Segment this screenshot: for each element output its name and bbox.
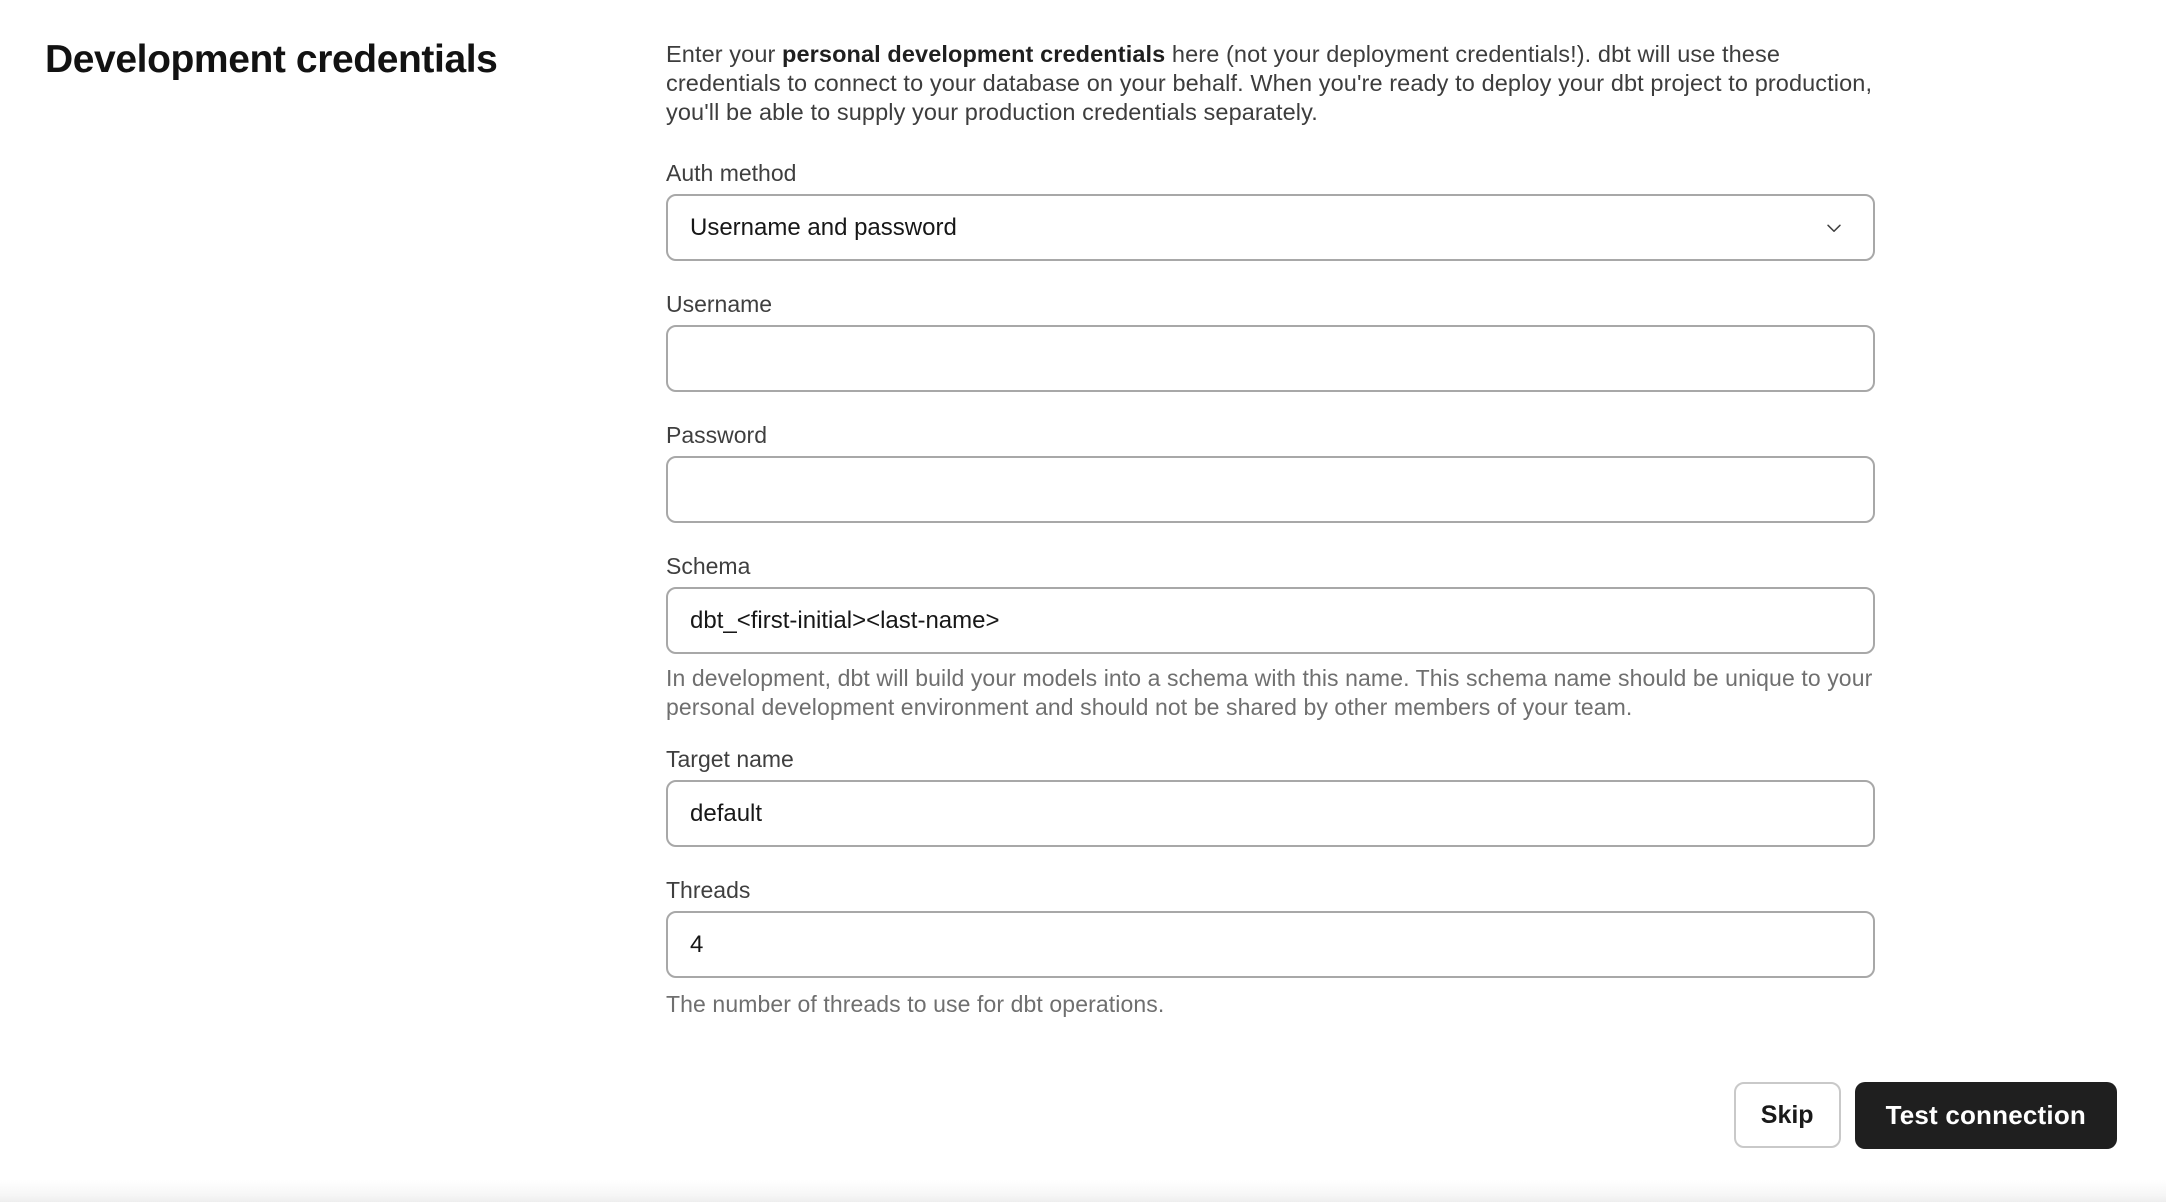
description-bold: personal development credentials	[782, 41, 1166, 67]
threads-field-group	[666, 877, 1875, 1019]
threads-input[interactable]	[666, 911, 1875, 978]
auth-method-field	[666, 160, 1875, 261]
auth-method-selected-value: Username and password	[690, 213, 957, 241]
description-text	[666, 40, 1875, 127]
skip-button[interactable]: Skip	[1734, 1082, 1841, 1148]
schema-input[interactable]	[666, 587, 1875, 654]
chevron-down-icon	[1821, 215, 1847, 241]
test-connection-button[interactable]: Test connection	[1855, 1082, 2117, 1149]
username-field-group	[666, 291, 1875, 392]
password-label: Password	[666, 422, 767, 448]
bottom-edge-divider	[0, 1180, 2166, 1202]
description-prefix: Enter your	[666, 41, 783, 67]
credentials-form-panel	[666, 40, 1875, 1019]
schema-helper-text: In development, dbt will build your models into a schema with this name. This schema name should be unique to your personal development environment and should not be shared by other members of your team.	[666, 665, 1873, 720]
password-input[interactable]	[666, 456, 1875, 523]
password-field-group	[666, 422, 1875, 523]
description-suffix: here (not your deployment credentials!). dbt will use these credentials to connect to your database on your behalf. When you're ready to deploy your dbt project to production, you'll be able to supply your production credentials separately.	[666, 41, 1873, 125]
footer-actions	[1734, 1082, 2117, 1149]
username-label: Username	[666, 291, 773, 317]
target-name-input[interactable]	[666, 780, 1875, 847]
page-title: Development credentials	[45, 38, 498, 81]
auth-method-select[interactable]	[666, 194, 1875, 261]
auth-method-label: Auth method	[666, 160, 797, 186]
schema-field-group	[666, 553, 1875, 722]
target-name-field-group	[666, 746, 1875, 847]
threads-label: Threads	[666, 877, 751, 903]
target-name-label: Target name	[666, 746, 794, 772]
schema-label: Schema	[666, 553, 751, 579]
threads-helper-text: The number of threads to use for dbt operations.	[666, 991, 1165, 1017]
username-input[interactable]	[666, 325, 1875, 392]
